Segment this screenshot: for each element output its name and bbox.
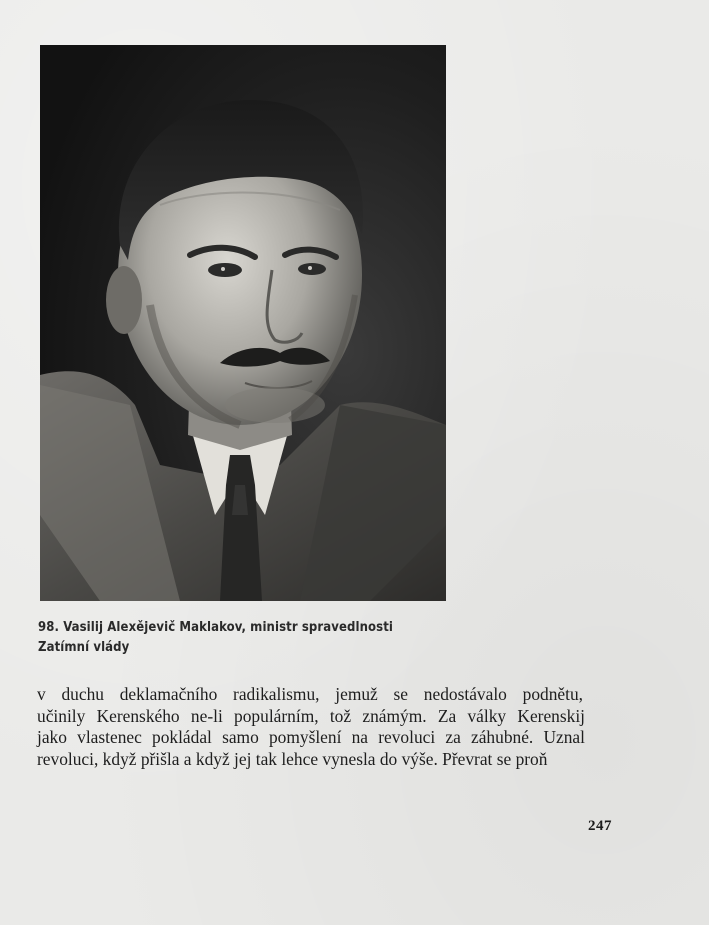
text-line: v duchu deklamačního radikalismu, jemuž se nedostávalo podnětu, xyxy=(37,684,583,704)
caption-line: 98. Vasilij Alexějevič Maklakov, ministr spravedlnosti xyxy=(38,620,394,635)
page-number: 247 xyxy=(588,818,612,834)
portrait-image xyxy=(40,45,446,601)
figure-caption xyxy=(38,618,458,658)
text-line: revoluci, když přišla a když jej tak lehce vynesla do výše. Převrat se proň xyxy=(37,748,548,769)
text-line: učinily Kerenského ne-li populárním, tož známým. Za války Kerenskij xyxy=(37,705,585,726)
portrait-photograph xyxy=(40,45,446,601)
body-paragraph xyxy=(37,684,662,770)
text-line: jako vlastenec pokládal samo pomyšlení na revoluci za záhubné. Uznal xyxy=(37,727,585,747)
caption-line: Zatímní vlády xyxy=(38,640,130,655)
